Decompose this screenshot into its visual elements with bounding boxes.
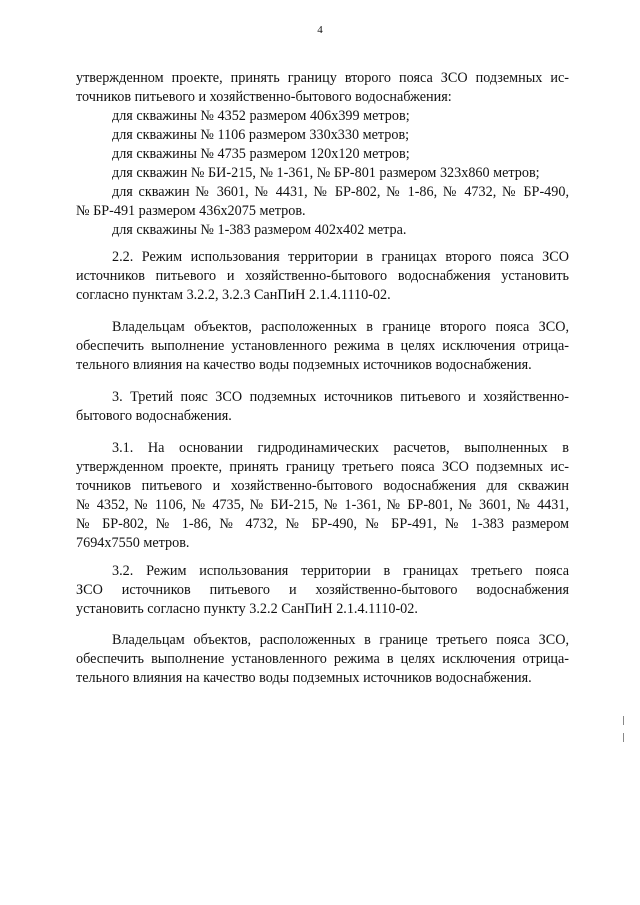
text-line: для скважин № БИ-215, № 1-361, № БР-801 размером 323х860 метров;: [112, 165, 540, 181]
text-line: ЗСО источников питьевого и хозяйственно-бытового водоснабжения: [76, 582, 569, 598]
page-number: 4: [317, 24, 323, 36]
scan-edge-mark: [623, 716, 624, 725]
text-line: точников питьевого и хозяйственно-бытового водоснабжения:: [76, 89, 452, 105]
text-line: 3.2. Режим использования территории в границах третьего пояса: [112, 563, 569, 579]
text-line: № БР-802, № 1-86, № 4732, № БР-490, № БР-491, № 1-383 размером: [76, 516, 569, 532]
text-line: бытового водоснабжения.: [76, 408, 232, 424]
text-line: для скважины № 4352 размером 406х399 метров;: [112, 108, 410, 124]
text-line: Владельцам объектов, расположенных в границе второго пояса ЗСО,: [112, 319, 569, 335]
text-line: 7694х7550 метров.: [76, 535, 190, 551]
text-line: источников питьевого и хозяйственно-бытового водоснабжения установить: [76, 268, 569, 284]
text-line: согласно пунктам 3.2.2, 3.2.3 СанПиН 2.1.4.1110-02.: [76, 287, 391, 303]
text-line: № 4352, № 1106, № 4735, № БИ-215, № 1-361, № БР-801, № 3601, № 4431,: [76, 497, 569, 513]
text-line: утвержденном проекте, принять границу третьего пояса ЗСО подземных ис-: [76, 459, 569, 475]
text-line: для скважин № 3601, № 4431, № БР-802, № 1-86, № 4732, № БР-490,: [112, 184, 569, 200]
text-line: точников питьевого и хозяйственно-бытового водоснабжения для скважин: [76, 478, 569, 494]
text-line: Владельцам объектов, расположенных в границе третьего пояса ЗСО,: [112, 632, 569, 648]
text-line: тельного влияния на качество воды подземных источников водоснабжения.: [76, 670, 532, 686]
text-line: № БР-491 размером 436х2075 метров.: [76, 203, 306, 219]
text-line: обеспечить выполнение установленного режима в целях исключения отрица-: [76, 651, 569, 667]
text-line: тельного влияния на качество воды подземных источников водоснабжения.: [76, 357, 532, 373]
text-line: для скважины № 4735 размером 120х120 метров;: [112, 146, 410, 162]
text-line: 2.2. Режим использования территории в границах второго пояса ЗСО: [112, 249, 569, 265]
text-line: утвержденном проекте, принять границу второго пояса ЗСО подземных ис-: [76, 70, 569, 86]
text-line: обеспечить выполнение установленного режима в целях исключения отрица-: [76, 338, 569, 354]
text-line: для скважины № 1106 размером 330х330 метров;: [112, 127, 410, 143]
text-line: 3. Третий пояс ЗСО подземных источников питьевого и хозяйственно-: [112, 389, 569, 405]
text-line: для скважины № 1-383 размером 402х402 метра.: [112, 222, 407, 238]
text-line: установить согласно пункту 3.2.2 СанПиН 2.1.4.1110-02.: [76, 601, 418, 617]
scan-edge-mark: [623, 733, 624, 742]
text-line: 3.1. На основании гидродинамических расчетов, выполненных в: [112, 440, 569, 456]
